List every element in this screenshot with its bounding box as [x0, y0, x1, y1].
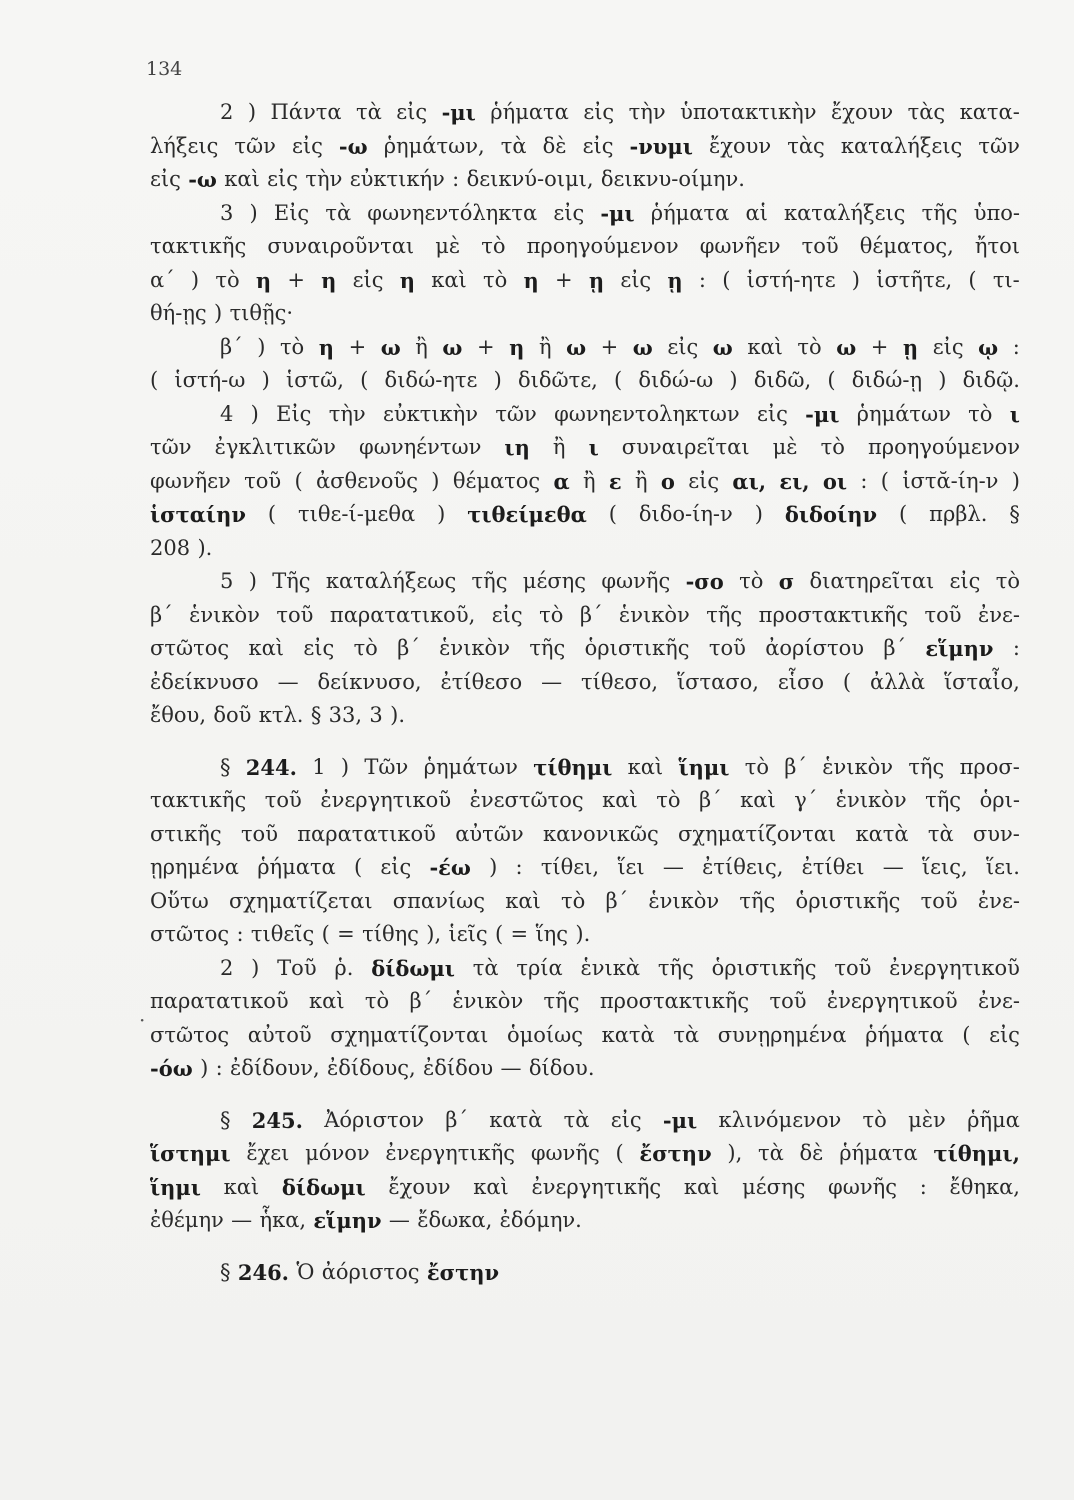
text-line: ἔθου, δοῦ κτλ. § 33, 3 ). — [150, 703, 406, 727]
section-245 — [150, 1104, 1020, 1238]
text-line: ἵστημι ἔχει μόνον ἐνεργητικῆς φωνῆς ( ἔστην ), τὰ δὲ ῥήματα τίθημι, — [150, 1141, 1020, 1166]
text-line: εἰς -ω καὶ εἰς τὴν εὐκτικήν : δεικνύ-οιμι, δεικνυ-οίμην. — [150, 167, 745, 192]
section-gap — [150, 733, 1020, 751]
section-gap — [150, 1238, 1020, 1256]
text-line: ( ἱστή-ω ) ἱστῶ, ( διδώ-ητε ) διδῶτε, ( διδώ-ω ) διδῶ, ( διδώ-ῃ ) διδῷ. — [150, 368, 1020, 392]
section-246 — [150, 1256, 1020, 1290]
text-line: φωνῆεν τοῦ ( ἀσθενοῦς ) θέματος α ἢ ε ἢ ο εἰς αι, ει, οι : ( ἱστᾰ-ίη-ν ) — [150, 468, 1020, 494]
text-line: 4 ) Εἰς τὴν εὐκτικὴν τῶν φωνηεντοληκτων εἰς -μι ῥημάτων τὸ ι — [220, 401, 1020, 427]
page-number: 134 — [146, 58, 183, 80]
text-line: -όω ) : ἐδίδουν, ἐδίδους, ἐδίδου — δίδου. — [150, 1056, 595, 1081]
section-gap — [150, 1086, 1020, 1104]
text-line: 5 ) Τῆς καταλήξεως τῆς μέσης φωνῆς -σο τὸ σ διατηρεῖται εἰς τὸ — [220, 569, 1020, 594]
text-line: θή-ῃς ) τιθῇς· — [150, 301, 294, 325]
body-text — [150, 96, 1020, 1289]
text-line: παρατατικοῦ καὶ τὸ β΄ ἑνικὸν τῆς προστακτικῆς τοῦ ἐνεργητικοῦ ἐνε- — [150, 989, 1020, 1013]
text-line: ῃρημένα ῥήματα ( εἰς -έω ) : τίθει, ἵει — ἐτίθεις, ἐτίθει — ἵεις, ἵει. — [150, 855, 1020, 880]
rule-4-optative — [150, 398, 1020, 566]
text-line: ἵημι καὶ δίδωμι ἔχουν καὶ ἐνεργητικῆς καὶ μέσης φωνῆς : ἔθηκα, — [150, 1174, 1020, 1200]
text-line: ἐθέμην — ἧκα, εἵμην — ἔδωκα, ἐδόμην. — [150, 1208, 582, 1233]
text-line: 2 ) Πάντα τὰ εἰς -μι ῥήματα εἰς τὴν ὑποτακτικὴν ἔχουν τὰς κατα- — [220, 100, 1020, 125]
text-line: στῶτος αὐτοῦ σχηματίζονται ὁμοίως κατὰ τὰ συνῃρημένα ῥήματα ( εἰς — [150, 1022, 1020, 1047]
text-line: Οὕτω σχηματίζεται σπανίως καὶ τὸ β΄ ἑνικὸν τῆς ὁριστικῆς τοῦ ἐνε- — [150, 888, 1020, 913]
text-line: 3 ) Εἰς τὰ φωνηεντόληκτα εἰς -μι ῥήματα αἱ καταλήξεις τῆς ὑπο- — [220, 200, 1020, 226]
section-244 — [150, 751, 1020, 1086]
text-line: § 245. Ἀόριστον β΄ κατὰ τὰ εἰς -μι κλινόμενον τὸ μὲν ῥῆμα — [220, 1107, 1020, 1133]
text-line: στῶτος : τιθεῖς ( = τίθης ), ἱεῖς ( = ἵης ). — [150, 922, 591, 946]
text-line: α΄ ) τὸ η + η εἰς η καὶ τὸ η + ῃ εἰς ῃ : ( ἱστή-ητε ) ἱστῆτε, ( τι- — [150, 267, 1020, 293]
rule-3-contraction — [150, 197, 1020, 398]
text-line: 208 ). — [150, 535, 213, 560]
text-line: λήξεις τῶν εἰς -ω ῥημάτων, τὰ δὲ εἰς -νυμι ἔχουν τὰς καταλήξεις τῶν — [150, 133, 1020, 159]
text-line: β΄ ) τὸ η + ω ἢ ω + η ἢ ω + ω εἰς ω καὶ τὸ ω + ῃ εἰς ῳ : — [220, 334, 1020, 360]
text-line: στῶτος καὶ εἰς τὸ β΄ ἑνικὸν τῆς ὁριστικῆς τοῦ ἀορίστου β΄ εἵμην : — [150, 636, 1020, 661]
text-line: § 244. 1 ) Τῶν ῥημάτων τίθημι καὶ ἵημι τὸ β΄ ἑνικὸν τῆς προσ- — [220, 754, 1020, 780]
rule-2-subjunctive-optative — [150, 96, 1020, 197]
text-line: τακτικῆς συναιροῦνται μὲ τὸ προηγούμενον φωνῆεν τοῦ θέματος, ἤτοι — [150, 234, 1020, 258]
text-line: § 246. Ὁ ἀόριστος ἔστην — [220, 1259, 500, 1285]
text-line: ἐδείκνυσο — δείκνυσο, ἐτίθεσο — τίθεσο, ἵστασο, εἷσο ( ἀλλὰ ἵσταἶο, — [150, 669, 1020, 694]
text-line: τῶν ἐγκλιτικῶν φωνηέντων ιη ἢ ι συναιρεῖται μὲ τὸ προηγούμενον — [150, 435, 1020, 460]
rule-5-middle-so — [150, 565, 1020, 733]
text-line: 2 ) Τοῦ ῥ. δίδωμι τὰ τρία ἑνικὰ τῆς ὁριστικῆς τοῦ ἐνεργητικοῦ — [220, 955, 1020, 981]
text-line: τακτικῆς τοῦ ἐνεργητικοῦ ἐνεστῶτος καὶ τὸ β΄ καὶ γ΄ ἑνικὸν τῆς ὁρι- — [150, 788, 1020, 812]
text-line: στικῆς τοῦ παρατατικοῦ αὐτῶν κανονικῶς σχηματίζονται κατὰ τὰ συν- — [150, 821, 1020, 846]
margin-mark: · — [139, 1008, 146, 1032]
text-line: β΄ ἑνικὸν τοῦ παρατατικοῦ, εἰς τὸ β΄ ἑνικὸν τῆς προστακτικῆς τοῦ ἐνε- — [150, 602, 1020, 627]
text-line: ἱσταίην ( τιθε-ί-μεθα ) τιθείμεθα ( διδο-ίη-ν ) διδοίην ( πρβλ. § — [150, 502, 1020, 527]
